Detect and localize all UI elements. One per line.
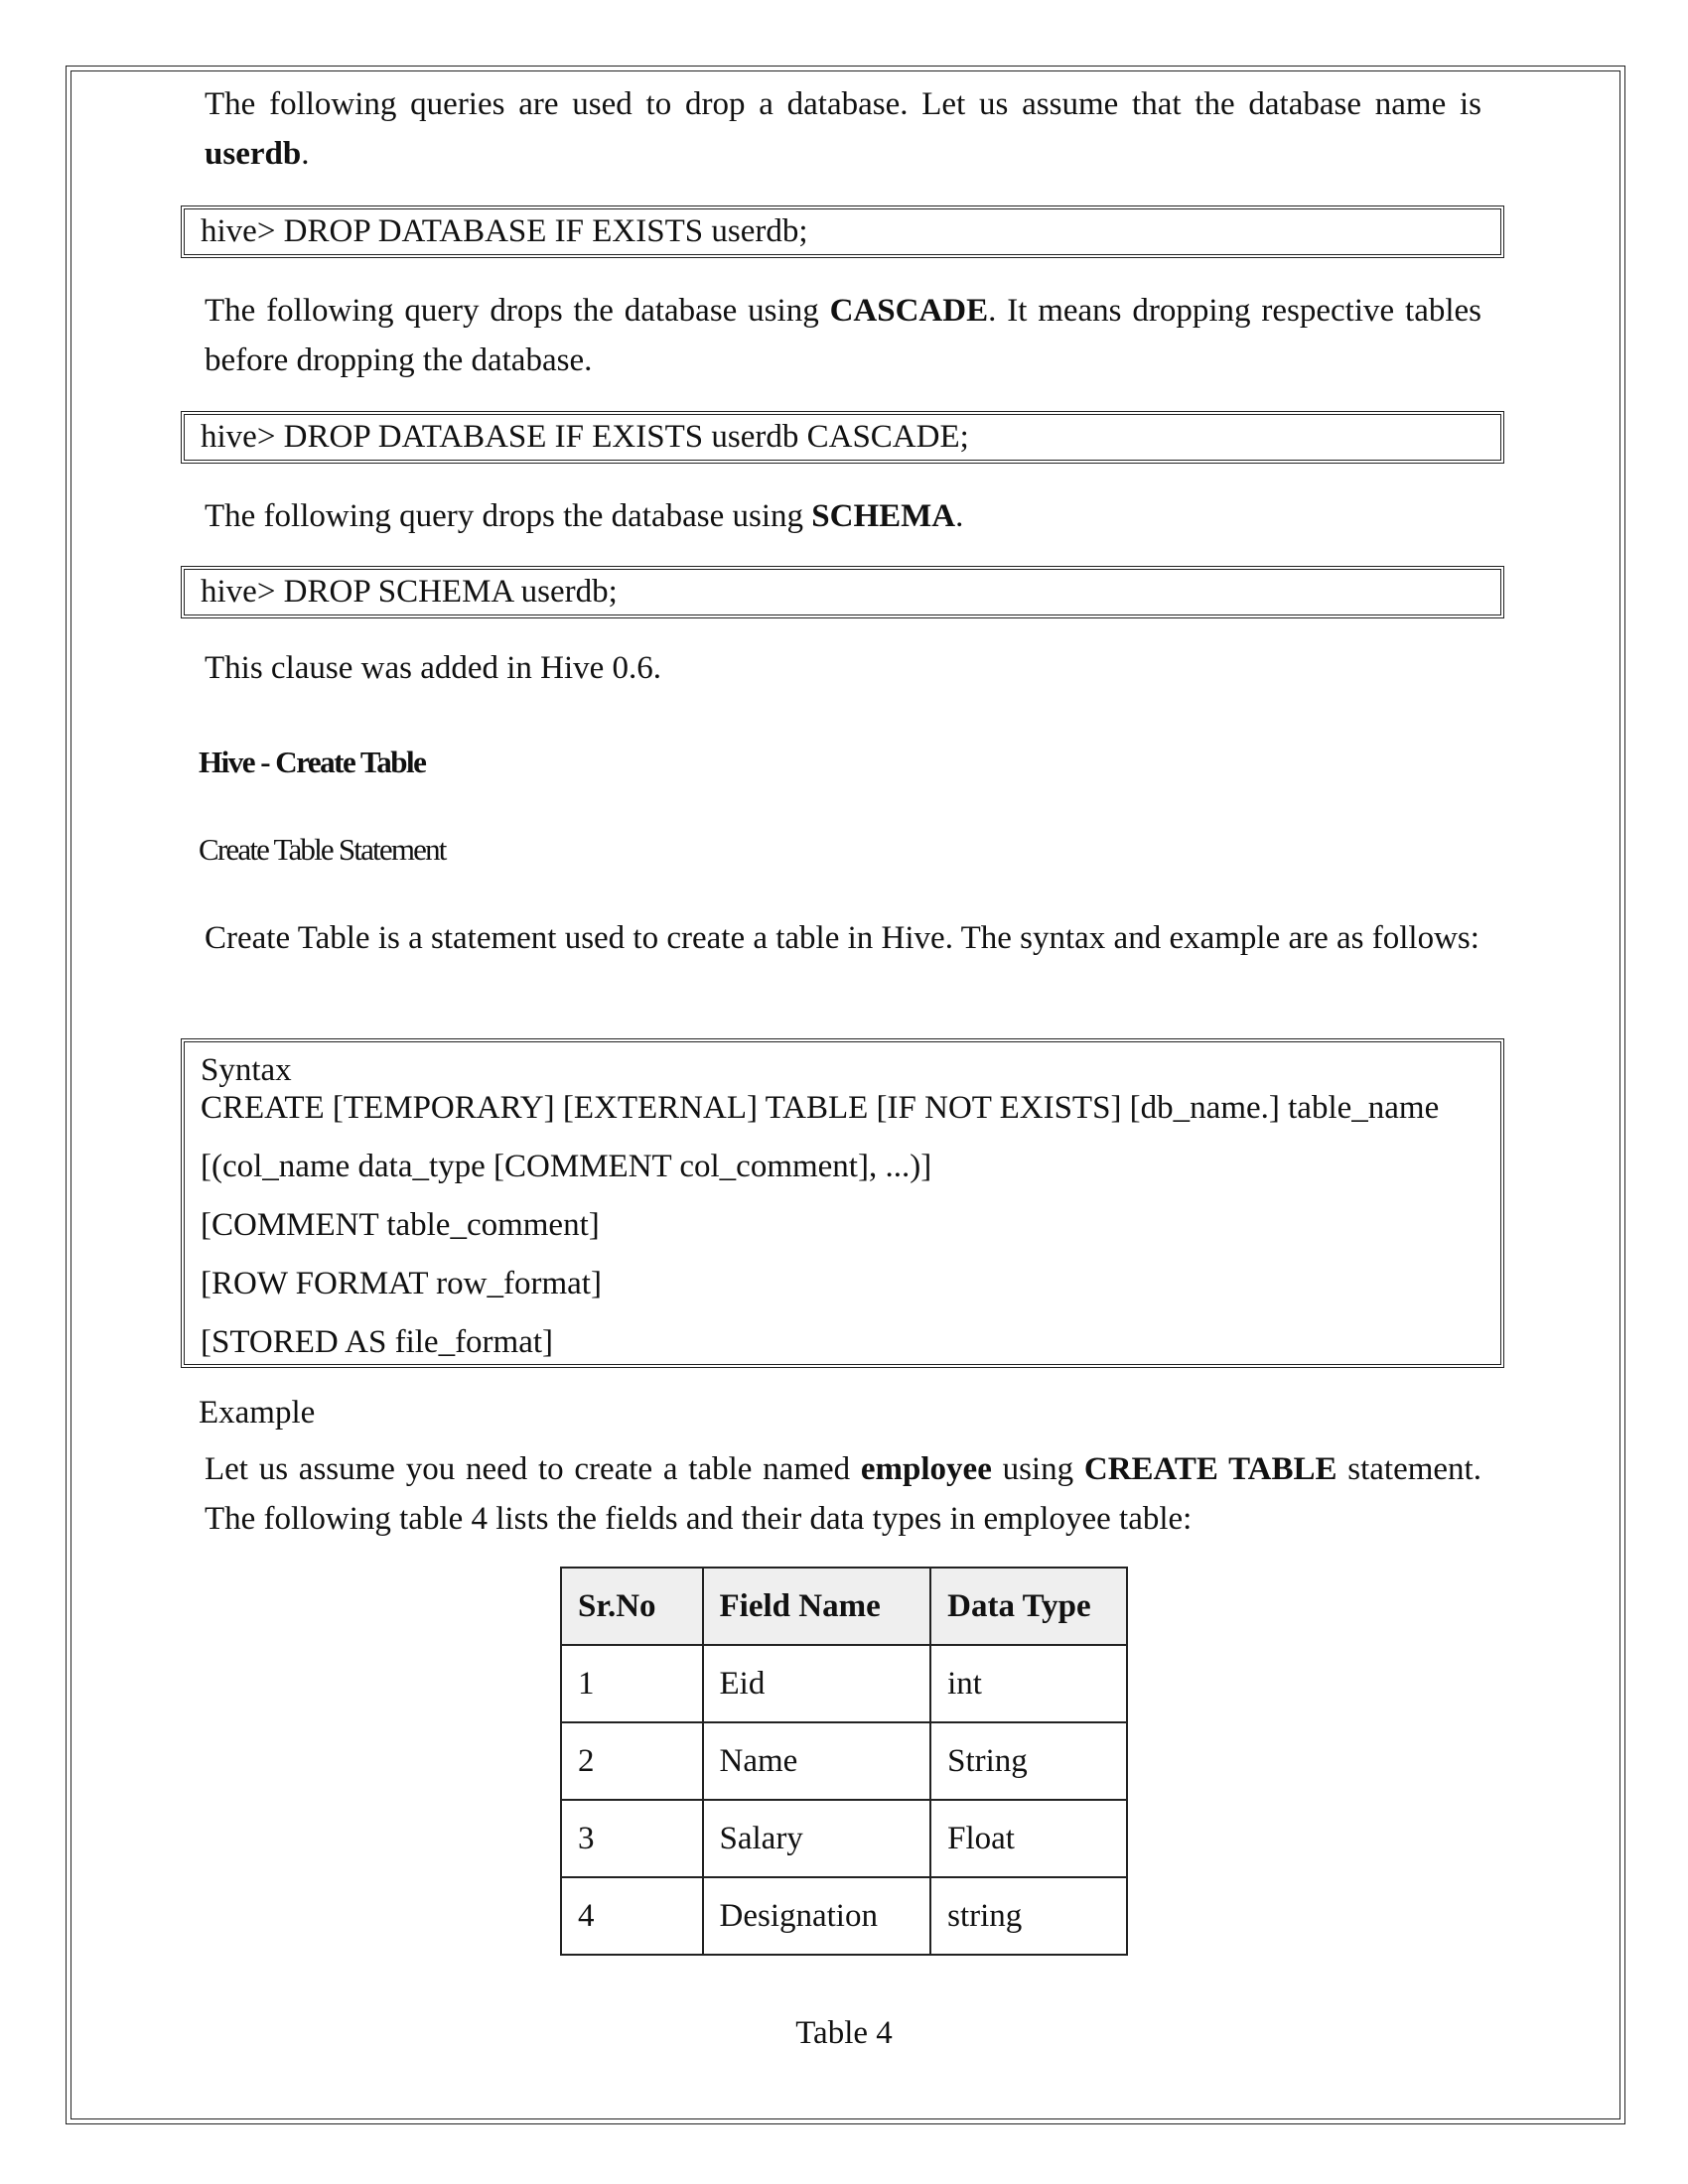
- cascade-paragraph: The following query drops the database using CASCADE. It means dropping respective tables before dropping the database.: [205, 293, 1481, 378]
- section-subheading: Create Table Statement: [199, 832, 446, 867]
- table-row: [561, 1877, 1127, 1955]
- table-cell: string: [930, 1877, 1127, 1955]
- drop-database-intro-paragraph: The following queries are used to drop a database. Let us assume that the database name is userdb.: [205, 86, 1481, 172]
- drop-schema-code-box: [181, 566, 1504, 618]
- table-cell: 4: [561, 1877, 703, 1955]
- database-name-bold: userdb: [205, 136, 302, 172]
- table-cell: Eid: [703, 1645, 931, 1722]
- cascade-bold: CASCADE: [829, 293, 989, 329]
- employee-fields-table: [560, 1567, 1128, 1956]
- syntax-line: [STORED AS file_format]: [201, 1324, 554, 1360]
- table-cell: int: [930, 1645, 1127, 1722]
- hive-version-note: This clause was added in Hive 0.6.: [205, 650, 662, 686]
- table-cell: String: [930, 1722, 1127, 1800]
- example-label: Example: [199, 1395, 316, 1431]
- syntax-line: [COMMENT table_comment]: [201, 1207, 600, 1243]
- header-field-name: Field Name: [703, 1568, 931, 1645]
- drop-schema-code: hive> DROP SCHEMA userdb;: [201, 574, 618, 610]
- header-data-type: Data Type: [930, 1568, 1127, 1645]
- table-row: [561, 1722, 1127, 1800]
- table-cell: 2: [561, 1722, 703, 1800]
- table-cell: Designation: [703, 1877, 931, 1955]
- table-cell: 3: [561, 1800, 703, 1877]
- drop-database-code: hive> DROP DATABASE IF EXISTS userdb;: [201, 213, 808, 249]
- table-row: [561, 1645, 1127, 1722]
- drop-cascade-code: hive> DROP DATABASE IF EXISTS userdb CASCADE;: [201, 419, 969, 455]
- drop-database-code-box: [181, 205, 1504, 258]
- syntax-label: Syntax: [201, 1052, 292, 1088]
- syntax-box: [181, 1038, 1504, 1368]
- header-sr-no: Sr.No: [561, 1568, 703, 1645]
- table-header-row: [561, 1568, 1127, 1645]
- table-cell: 1: [561, 1645, 703, 1722]
- example-paragraph: Let us assume you need to create a table named employee using CREATE TABLE statement. The following table 4 lists the fields and their data types in employee table:: [205, 1451, 1481, 1537]
- table-row: [561, 1800, 1127, 1877]
- table-cell: Salary: [703, 1800, 931, 1877]
- schema-bold: SCHEMA: [811, 498, 956, 534]
- syntax-line: [ROW FORMAT row_format]: [201, 1266, 602, 1301]
- syntax-line: [(col_name data_type [COMMENT col_comment], ...)]: [201, 1149, 932, 1184]
- syntax-line: CREATE [TEMPORARY] [EXTERNAL] TABLE [IF NOT EXISTS] [db_name.] table_name: [201, 1090, 1440, 1126]
- create-table-intro-paragraph: Create Table is a statement used to create a table in Hive. The syntax and example are as follows:: [205, 920, 1479, 956]
- table-cell: Float: [930, 1800, 1127, 1877]
- create-table-bold: CREATE TABLE: [1083, 1451, 1337, 1487]
- section-heading: Hive - Create Table: [199, 745, 426, 779]
- schema-paragraph: The following query drops the database using SCHEMA.: [205, 498, 964, 534]
- table-cell: Name: [703, 1722, 931, 1800]
- table-caption: Table 4: [795, 2015, 893, 2051]
- drop-cascade-code-box: [181, 411, 1504, 464]
- employee-bold: employee: [860, 1451, 992, 1487]
